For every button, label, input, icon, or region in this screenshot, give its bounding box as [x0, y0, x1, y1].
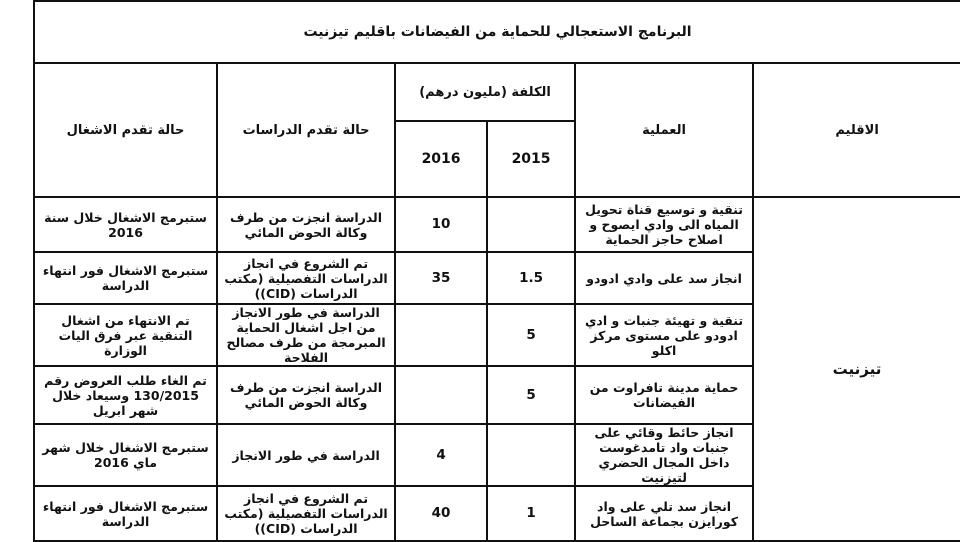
cost-2016-cell: 35	[395, 252, 487, 304]
flood-program-table	[33, 0, 960, 542]
header-province: الاقليم	[753, 63, 960, 197]
studies-status-cell: الدراسة انجزت من طرف وكالة الحوض المائي	[217, 366, 395, 424]
table-row	[34, 197, 960, 252]
operation-cell: حماية مدينة تافراوت من الفيضانات	[575, 366, 753, 424]
header-year-2016: 2016	[395, 121, 487, 197]
cost-2015-cell	[487, 197, 575, 252]
operation-cell: تنقية و تهيئة جنبات و ادي ادودو على مستوى مركز اكلو	[575, 304, 753, 366]
works-status-cell: تم الانتهاء من اشغال التنقية عبر فرق اليات الوزارة	[34, 304, 217, 366]
studies-status-cell: الدراسة في طور الانجاز	[217, 424, 395, 486]
cost-2016-cell: 40	[395, 486, 487, 541]
operation-cell: انجاز حائط وقائي على جنبات واد تامدغوست داخل المجال الحضري لتيزنيت	[575, 424, 753, 486]
cost-2016-cell	[395, 304, 487, 366]
header-operation: العملية	[575, 63, 753, 197]
cost-2015-cell	[487, 424, 575, 486]
cost-2016-cell: 4	[395, 424, 487, 486]
header-studies-status: حالة تقدم الدراسات	[217, 63, 395, 197]
operation-cell: تنقية و توسيع قناة تحويل المياه الى وادي ايصوح و اصلاح حاجز الحماية	[575, 197, 753, 252]
table-title: البرنامج الاستعجالي للحماية من الفيضانات باقليم تيزنيت	[34, 1, 960, 63]
cost-2015-cell: 1.5	[487, 252, 575, 304]
header-cost: الكلفة (مليون درهم)	[395, 63, 575, 121]
works-status-cell: ستبرمج الاشغال خلال سنة 2016	[34, 197, 217, 252]
studies-status-cell: تم الشروع في انجاز الدراسات التفصيلية (مكتب الدراسات (CID))	[217, 486, 395, 541]
cost-2015-cell: 1	[487, 486, 575, 541]
operation-cell: انجاز سد تلي على واد كورايزن بجماعة الساحل	[575, 486, 753, 541]
header-year-2015: 2015	[487, 121, 575, 197]
studies-status-cell: الدراسة في طور الانجاز من اجل اشغال الحماية المبرمجة من طرف مصالح الفلاحة	[217, 304, 395, 366]
cost-2016-cell: 10	[395, 197, 487, 252]
cost-2015-cell: 5	[487, 366, 575, 424]
header-works-status: حالة تقدم الاشغال	[34, 63, 217, 197]
works-status-cell: ستبرمج الاشغال فور انتهاء الدراسة	[34, 252, 217, 304]
province-name: تيزنيت	[753, 197, 960, 541]
studies-status-cell: الدراسة انجزت من طرف وكالة الحوض المائي	[217, 197, 395, 252]
works-status-cell: تم الغاء طلب العروض رقم 130/2015 وسيعاد خلال شهر ابريل	[34, 366, 217, 424]
works-status-cell: ستبرمج الاشغال فور انتهاء الدراسة	[34, 486, 217, 541]
operation-cell: انجاز سد على وادي ادودو	[575, 252, 753, 304]
studies-status-cell: تم الشروع في انجاز الدراسات التفصيلية (مكتب الدراسات (CID))	[217, 252, 395, 304]
cost-2015-cell: 5	[487, 304, 575, 366]
works-status-cell: ستبرمج الاشغال خلال شهر ماي 2016	[34, 424, 217, 486]
cost-2016-cell	[395, 366, 487, 424]
